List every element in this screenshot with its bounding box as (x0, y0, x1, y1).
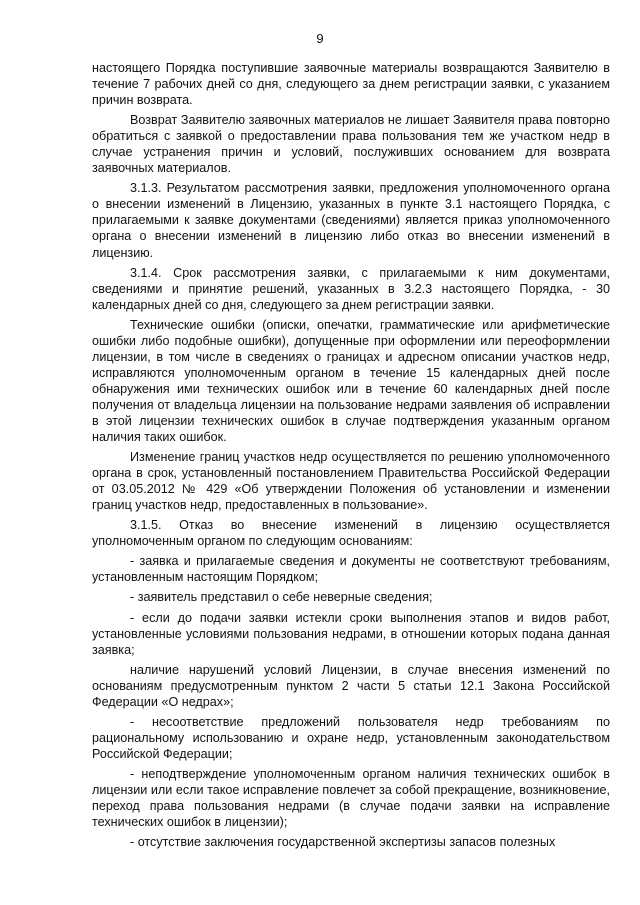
page-number: 9 (316, 31, 324, 46)
list-item: - заявитель представил о себе неверные сведения; (130, 590, 433, 605)
paragraph-boundary-change: Изменение границ участков недр осуществляется по решению уполномоченного органа в срок, установленный постановлением Правительства Российской Федерации от 03.05.2012 № 429 «Об утверждении Положения об установлении и изменении границ участков недр, предоставленных в пользование». (92, 450, 610, 513)
paragraph-3-1-4: 3.1.4. Срок рассмотрения заявки, с прилагаемыми к ним документами, сведениями и принятие решений, указанных в 3.2.3 настоящего Порядка, - 30 календарных дней со дня, следующего за днем регистрации заявки. (92, 265, 610, 312)
list-item: - заявка и прилагаемые сведения и документы не соответствуют требованиям, установленным настоящим Порядком; (92, 554, 610, 585)
paragraph-continuation: настоящего Порядка поступившие заявочные материалы возвращаются Заявителю в течение 7 рабочих дней со дня, следующего за днем регистрации заявки, с указанием причин возврата. (92, 61, 610, 108)
paragraph-3-1-5: 3.1.5. Отказ во внесение изменений в лицензию осуществляется уполномоченным органом по следующим основаниям: (92, 518, 610, 549)
list-item: - отсутствие заключения государственной экспертизы запасов полезных (130, 835, 556, 850)
paragraph-3-1-3: 3.1.3. Результатом рассмотрения заявки, предложения уполномоченного органа о внесении изменений в Лицензию, указанных в пункте 3.1 настоящего Порядка, с прилагаемыми к заявке документами (сведениями) является приказ уполномоченного органа о внесении изменений в лицензию либо отказ во внесении изменений в лицензию. (92, 181, 610, 260)
list-item: - если до подачи заявки истекли сроки выполнения этапов и видов работ, установленные условиями пользования недрами, в отношении которых подана данная заявка; (92, 610, 610, 657)
list-item: - несоответствие предложений пользователя недр требованиям по рациональному использованию и охране недр, установленным законодательством Российской Федерации; (92, 714, 610, 761)
document-body (92, 60, 610, 854)
paragraph-technical-errors: Технические ошибки (описки, опечатки, грамматические или арифметические ошибки либо подобные ошибки), допущенные при оформлении или переоформлении лицензии, в том числе в сведениях о границах и адресном описании участков недр, исправляются уполномоченным органом в течение 15 календарных дней после обнаружения ими технических ошибок или в течение 60 календарных дней после получения от владельца лицензии на пользование недрами заявления об исправлении в этой лицензии технических ошибок в случае подтверждения указанным органом наличия таких ошибок. (92, 317, 610, 445)
list-item: - неподтверждение уполномоченным органом наличия технических ошибок в лицензии или если такое исправление повлечет за собой прекращение, возникновение, переход права пользования недрами (в случае подачи заявки на исправление технических ошибок в лицензии); (92, 766, 610, 830)
paragraph: Возврат Заявителю заявочных материалов не лишает Заявителя права повторно обратиться с заявкой о предоставлении права пользования тем же участком недр в случае устранения причин и условий, послуживших основанием для возврата заявочных материалов. (92, 113, 610, 176)
list-item: наличие нарушений условий Лицензии, в случае внесения изменений по основаниям предусмотренным пунктом 2 части 5 статьи 12.1 Закона Российской Федерации «О недрах»; (92, 662, 610, 709)
